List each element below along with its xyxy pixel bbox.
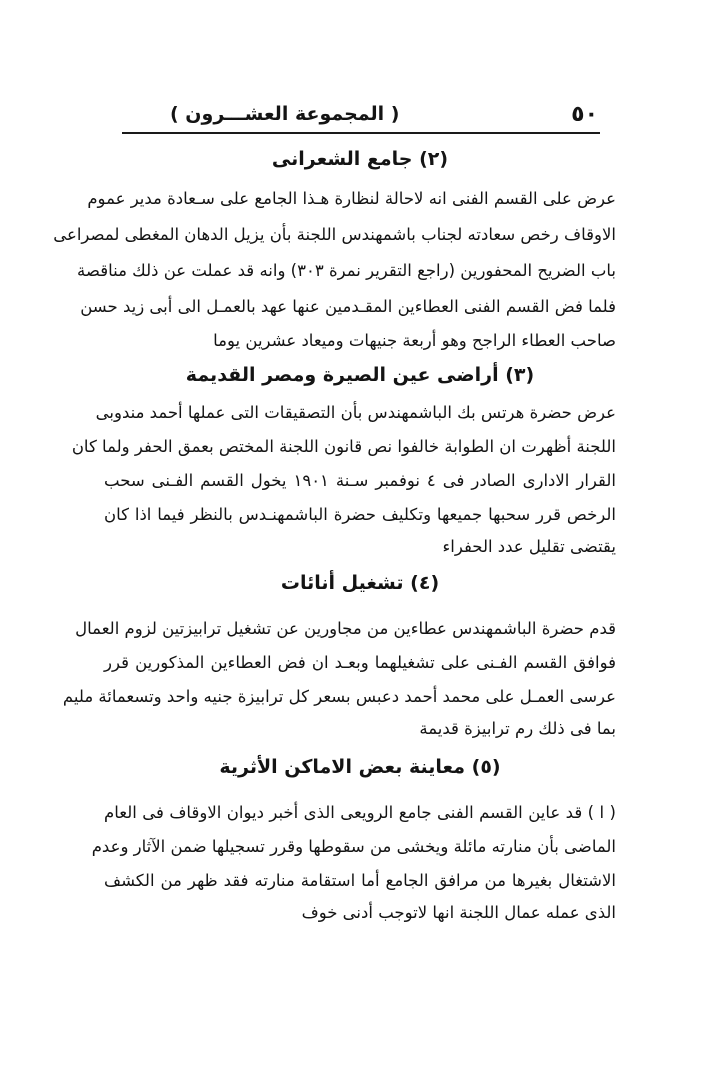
section-3-line-5: يقتضى تقليل عدد الحفراء bbox=[442, 537, 616, 556]
section-5-line-2: الماضى بأن منارته مائلة ويخشى من سقوطها وقرر تسجيلها ضمن الآثار وعدم bbox=[91, 837, 616, 856]
page-number: ٥٠ bbox=[571, 101, 598, 127]
section-4-line-2: فوافق القسم الفـنى على تشغيلهما وبعـد ان فض العطاءين المذكورين قرر bbox=[104, 653, 616, 672]
header-rule bbox=[122, 132, 600, 134]
section-3-line-3: القرار الادارى الصادر فى ٤ نوفمبر سـنة ١٩٠١ يخول القسم الفـنى سحب bbox=[104, 471, 616, 490]
section-5-line-1: ( ا ) قد عاين القسم الفنى جامع الرويعى الذى أخبر ديوان الاوقاف فى العام bbox=[104, 803, 616, 822]
section-heading-3: (٣) أراضى عين الصيرة ومصر القديمة bbox=[185, 364, 535, 386]
section-4-line-4: بما فى ذلك رم ترابيزة قديمة bbox=[419, 719, 616, 738]
section-2-line-5: صاحب العطاء الراجح وهو أربعة جنيهات وميعاد عشرين يوما bbox=[213, 331, 616, 350]
running-title: ( المجموعة العشـــرون ) bbox=[170, 103, 400, 125]
section-3-line-1: عرض حضرة هرتس بك الباشمهندس بأن التصقيقات التى عملها أحمد مندوبى bbox=[95, 403, 616, 422]
section-2-line-2: الاوقاف رخص سعادته لجناب باشمهندس اللجنة بأن يزيل الدهان المغطى لمصراعى bbox=[53, 225, 616, 244]
section-5-line-4: الذى عمله عمال اللجنة انها لاتوجب أدنى خوف bbox=[301, 903, 616, 922]
section-heading-5: (٥) معاينة بعض الاماكن الأثرية bbox=[219, 756, 501, 778]
running-header bbox=[128, 96, 598, 132]
section-3-line-4: الرخص قرر سحبها جميعها وتكليف حضرة الباشمهنـدس بالنظر فيما اذا كان bbox=[104, 505, 616, 524]
section-4-line-3: عرسى العمـل على محمد أحمد دعبس بسعر كل ترابيزة جنيه واحد وتسعمائة مليم bbox=[62, 687, 616, 706]
section-5-line-3: الاشتغال بغيرها من مرافق الجامع أما استقامة منارته فقد ظهر من الكشف bbox=[104, 871, 616, 890]
section-heading-4: (٤) تشغيل أنائات bbox=[280, 572, 440, 594]
section-heading-2: (٢) جامع الشعرانى bbox=[271, 148, 449, 170]
section-2-line-4: فلما فض القسم الفنى العطاءين المقـدمين عنها عهد بالعمـل الى أبى زيد حسن bbox=[80, 297, 616, 316]
section-3-line-2: اللجنة أظهرت ان الطوابة خالفوا نص قانون اللجنة المختص بعمق الحفر ولما كان bbox=[71, 437, 616, 456]
section-2-line-3: باب الضريح المحفورين (راجع التقرير نمرة ٣٠٣) وانه قد عملت عن ذلك مناقصة bbox=[77, 261, 616, 280]
section-2-line-1: عرض على القسم الفنى انه لاحالة لنظارة هـذا الجامع على سـعادة مدير عموم bbox=[87, 189, 616, 208]
section-4-line-1: قدم حضرة الباشمهندس عطاءين من مجاورين عن تشغيل ترابيزتين لزوم العمال bbox=[75, 619, 616, 638]
